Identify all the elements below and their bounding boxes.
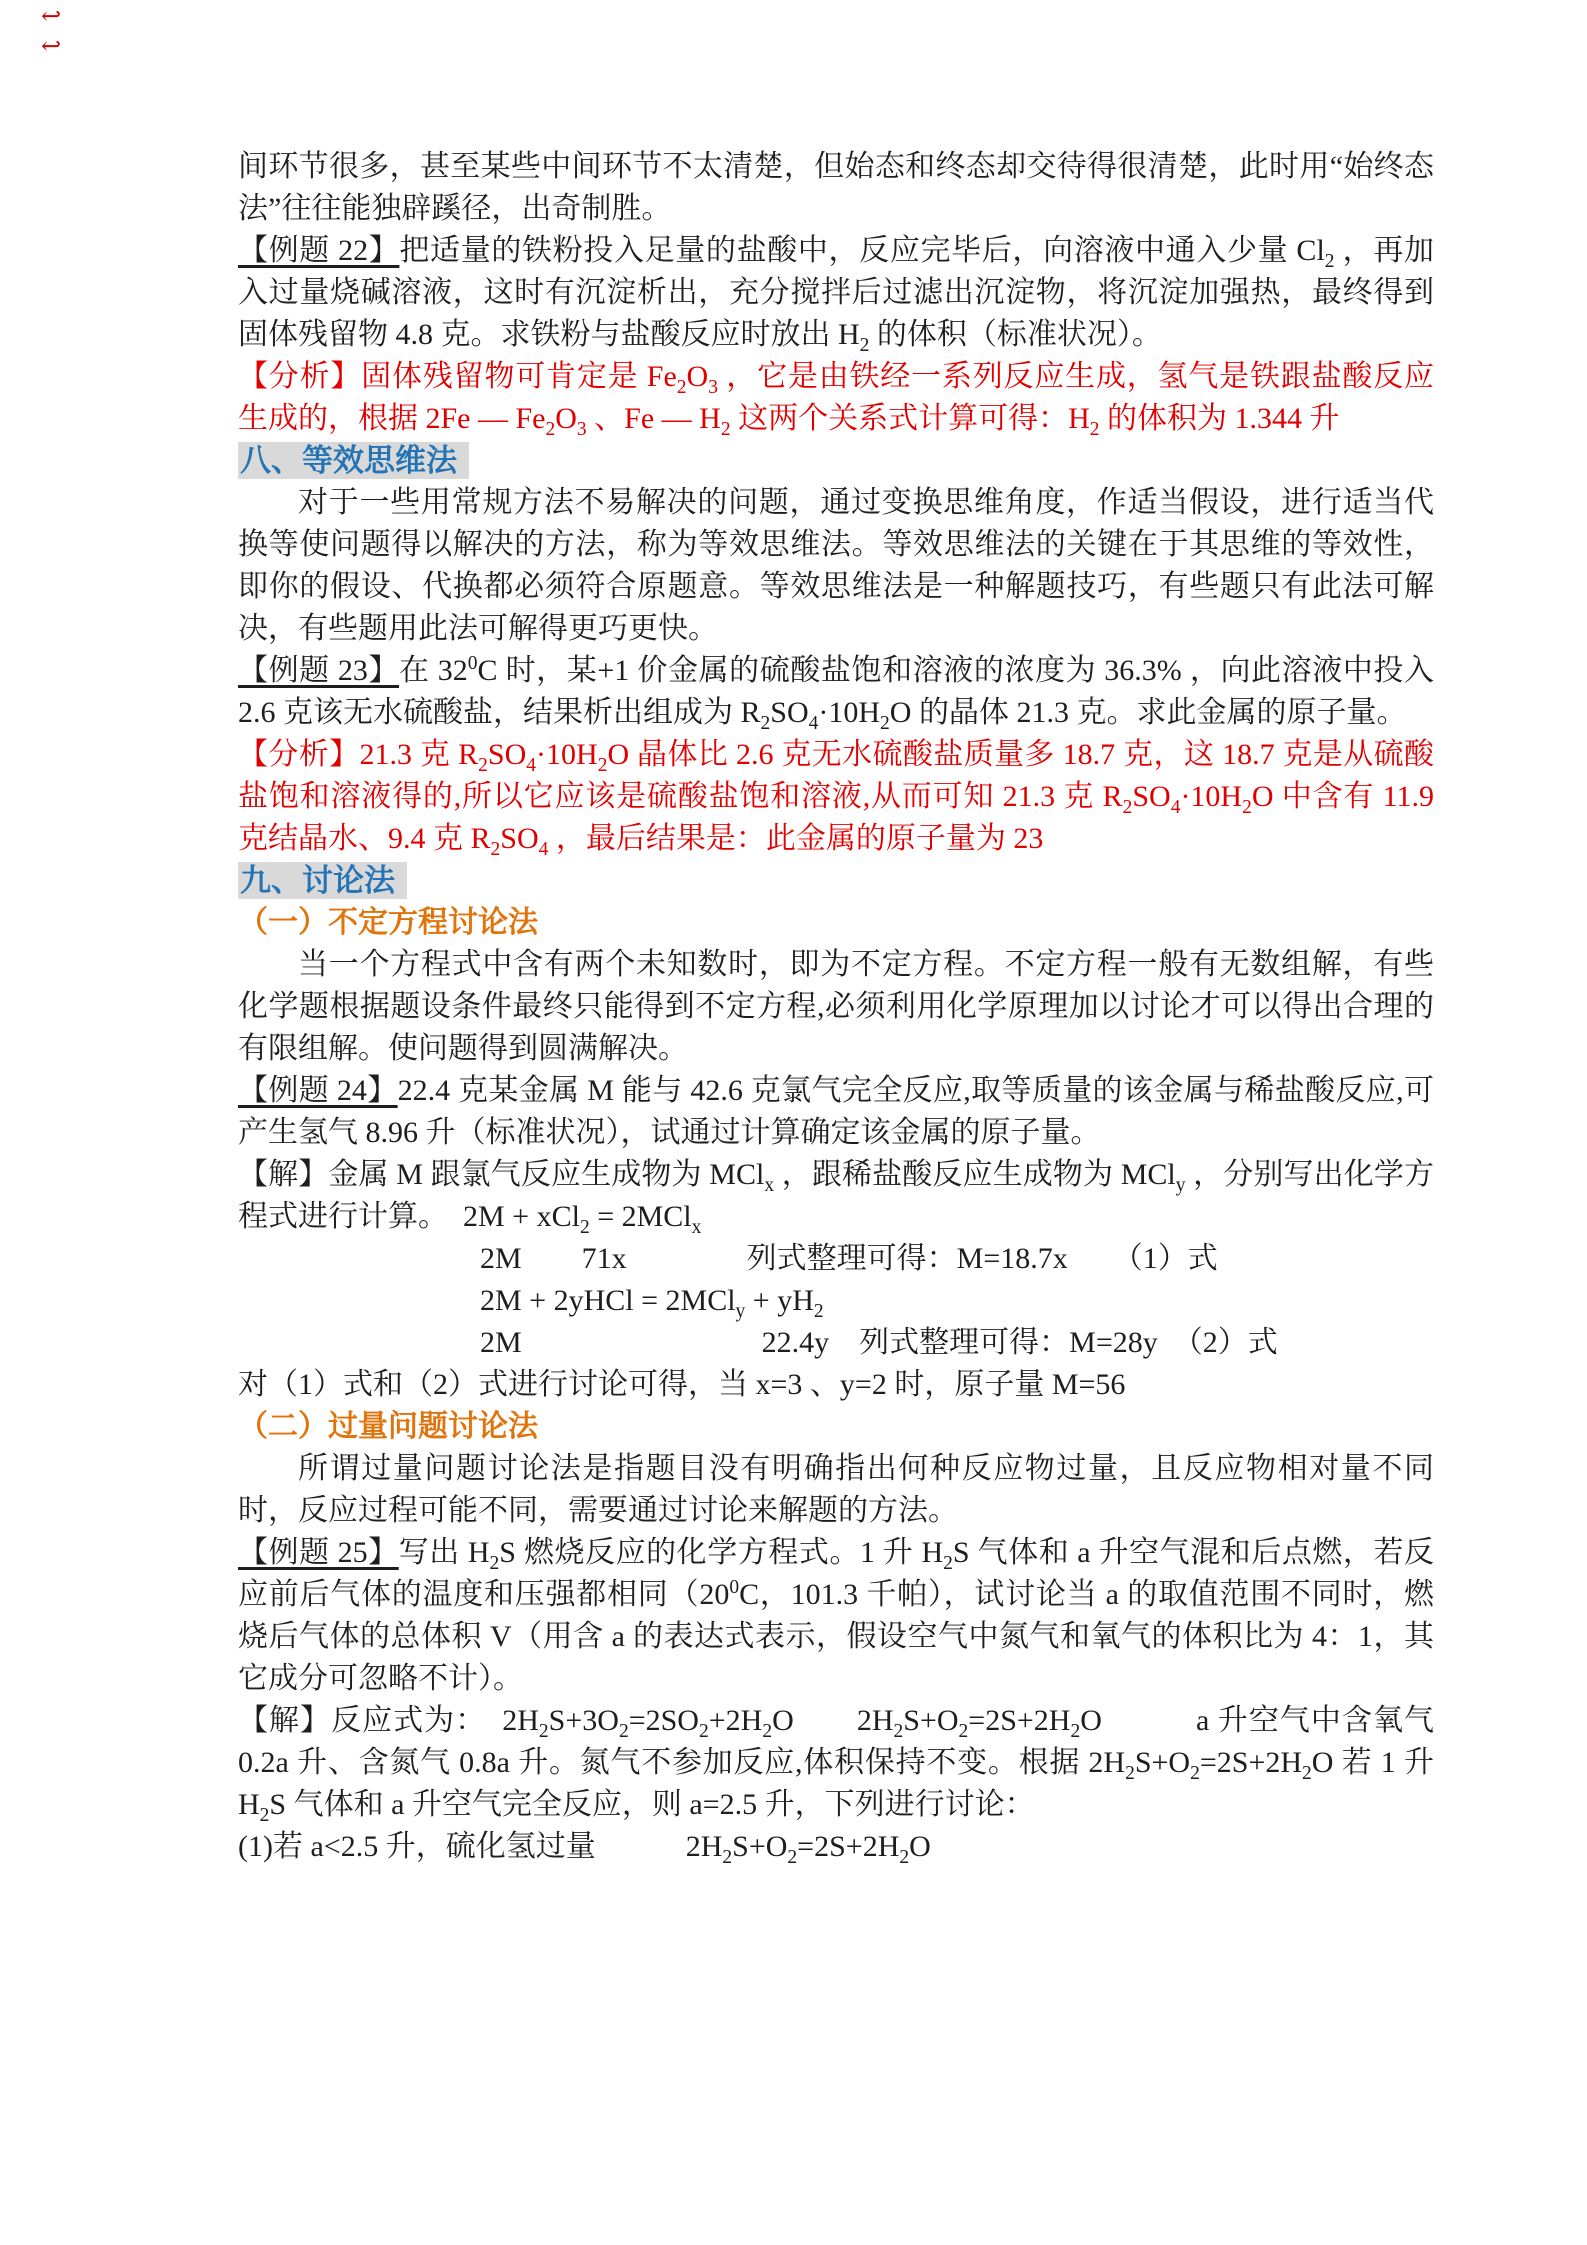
solution-24-paragraph: 【解】金属 M 跟氯气反应生成物为 MCl$_x$ ，跟稀盐酸反应生成物为 MCl$_y$ ，分别写出化学方程式进行计算。 2M + xCl$_2$ = 2MCl$_x$: [238, 1158, 1434, 1238]
section-9-heading: [238, 860, 1434, 902]
analysis-23-paragraph: 【分析】21.3 克 $R_2SO_4\cdot 10H_2O$ 晶体比 2.6 克无水硫酸盐质量多 18.7 克，这 18.7 克是从硫酸盐饱和溶液得的,所以它应该是硫酸盐饱和溶液,从而可知 21.3 克 $R_2SO_4\cdot 10H_2O$ 中含有 11.9 克结晶水、9.4 克 $R_2SO_4$ ，最后结果是：此金属的原子量为 23: [238, 738, 1434, 860]
example-22-paragraph: 【例题 22】把适量的铁粉投入足量的盐酸中，反应完毕后，向溶液中通入少量 $Cl_2$ ，再加入过量烧碱溶液，这时有沉淀析出，充分搅拌后过滤出沉淀物，将沉淀加强热，最终得到固体残留物 4.8 克。求铁粉与盐酸反应时放出 $H_2$ 的体积（标准状况）。: [238, 234, 1434, 356]
subsection-9-2-intro: 所谓过量问题讨论法是指题目没有明确指出何种反应物过量，且反应物相对量不同时，反应过程可能不同，需要通过讨论来解题的方法。: [238, 1452, 1434, 1527]
subsection-9-1-intro: 当一个方程式中含有两个未知数时，即为不定方程。不定方程一般有无数组解，有些化学题根据题设条件最终只能得到不定方程,必须利用化学原理加以讨论才可以得出合理的有限组解。使问题得到圆满解决。: [238, 948, 1434, 1065]
red-return-mark-icon: ↩: [40, 4, 62, 30]
example-25-paragraph: 【例题 25】写出 $H_2S$ 燃烧反应的化学方程式。1 升 $H_2S$ 气体和 a 升空气混和后点燃，若反应前后气体的温度和压强都相同（$20^0C$，101.3 千帕），试讨论当 a 的取值范围不同时，燃烧后气体的总体积 V（用含 a 的表达式表示，假设空气中氮气和氧气的体积比为 4：1，其它成分可忽略不计）。: [238, 1536, 1435, 1695]
content-column: [238, 146, 1434, 1868]
solution-25-paragraph: 【解】反应式为： $2H_2S+3O_2=2SO_2+2H_2O$ $2H_2S+O_2=2S+2H_2O$ a 升空气中含氧气 0.2a 升、含氮气 0.8a 升。氮气不参加反应,体积保持不变。根据 $2H_2S+O_2=2S+2H_2O$ 若 1 升 $H_2S$ 气体和 a 升空气完全反应，则 a=2.5 升，下列进行讨论：: [238, 1704, 1435, 1826]
intro-continuation-text: 间环节很多，甚至某些中间环节不太清楚，但始态和终态却交待得很清楚，此时用“始终态法”往往能独辟蹊径，出奇制胜。: [238, 150, 1434, 225]
discussion-25-paragraph: (1)若 a<2.5 升，硫化氢过量 $2H_2S+O_2=2S+2H_2O$: [238, 1830, 931, 1868]
section-8-heading: [238, 440, 1434, 482]
example-24-paragraph: 【例题 24】22.4 克某金属 M 能与 42.6 克氯气完全反应,取等质量的该金属与稀盐酸反应,可产生氢气 8.96 升（标准状况），试通过计算确定该金属的原子量。: [238, 1074, 1434, 1149]
equation-24-line-1: 2M 71x 列式整理可得：M=18.7x （1）式: [480, 1242, 1218, 1275]
section-8-intro: 对于一些用常规方法不易解决的问题，通过变换思维角度，作适当假设，进行适当代换等使问题得以解决的方法，称为等效思维法。等效思维法的关键在于其思维的等效性，即你的假设、代换都必须符合原题意。等效思维法是一种解题技巧，有些题只有此法可解决，有些题用此法可解得更巧更快。: [238, 486, 1434, 645]
subsection-9-1-heading: （一）不定方程讨论法: [238, 906, 538, 939]
equation-24-line-2: 2M + 2yHCl = $2MCl_y + yH_2$: [480, 1284, 824, 1322]
red-return-mark-icon: ↩: [40, 34, 62, 60]
equation-24-line-3: 2M 22.4y 列式整理可得：M=28y （2）式: [480, 1326, 1278, 1359]
analysis-22-paragraph: 【分析】固体残留物可肯定是 $Fe_2O_3$ ，它是由铁经一系列反应生成，氢气是铁跟盐酸反应生成的，根据 2Fe — $Fe_2O_3$ 、Fe — $H_2$ 这两个关系式计算可得：$H_2$ 的体积为 1.344 升: [238, 360, 1435, 440]
section-8-heading-label: 八、等效思维法: [238, 442, 469, 479]
example-23-paragraph: 【例题 23】在 $32^0C$ 时，某+1 价金属的硫酸盐饱和溶液的浓度为 36.3% ，向此溶液中投入 2.6 克该无水硫酸盐，结果析出组成为 $R_2SO_4\cdot 10H_2O$ 的晶体 21.3 克。求此金属的原子量。: [238, 653, 1435, 734]
discussion-24-paragraph: 对（1）式和（2）式进行讨论可得，当 x=3 、y=2 时，原子量 M=56: [238, 1368, 1126, 1401]
corner-marks: [36, 2, 66, 62]
section-9-heading-label: 九、讨论法: [238, 862, 407, 899]
subsection-9-2-heading: （二）过量问题讨论法: [238, 1410, 538, 1443]
